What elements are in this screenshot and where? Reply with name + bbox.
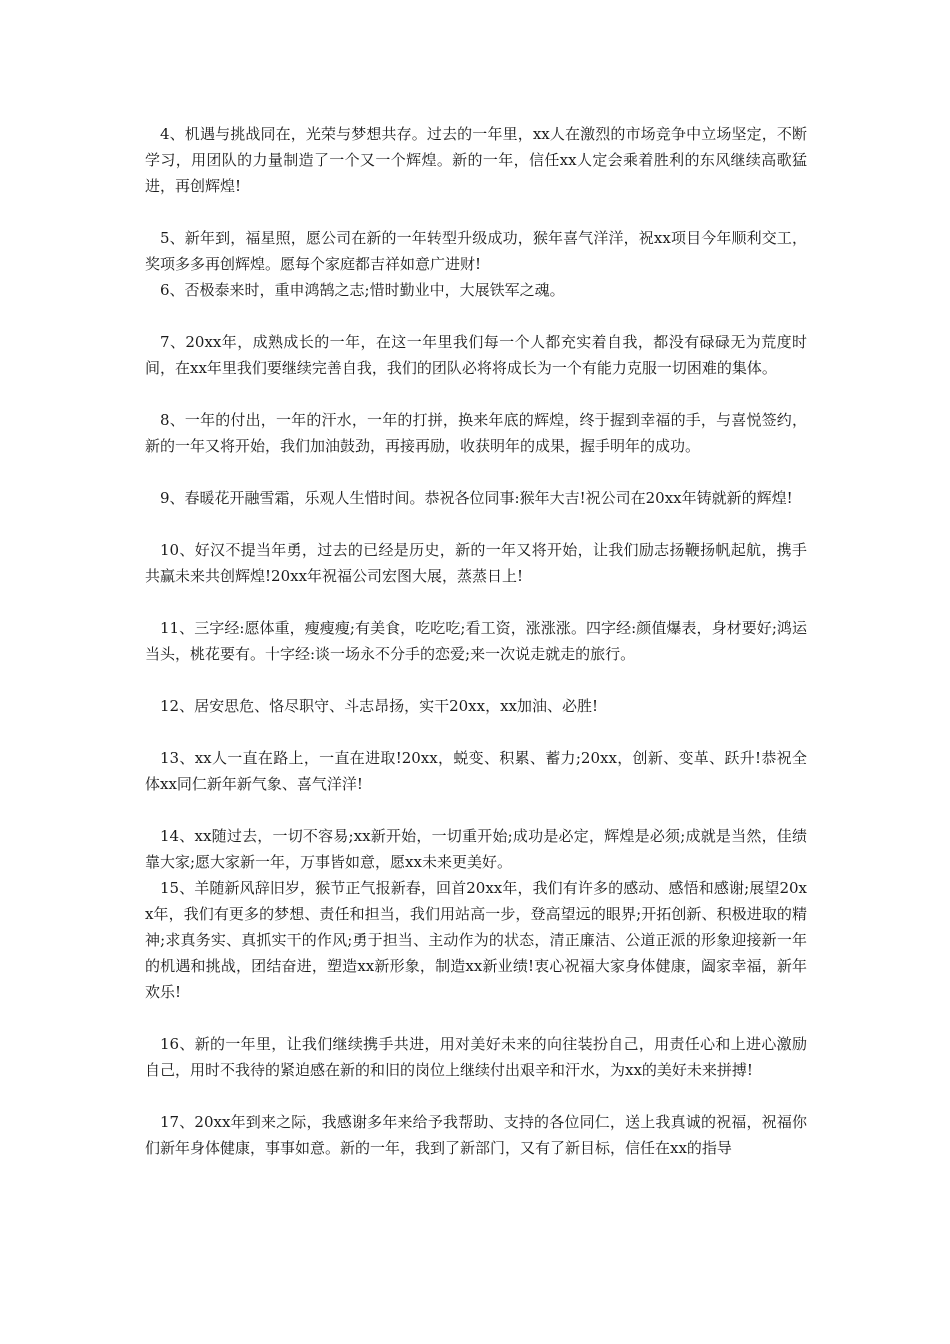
paragraph-spacer	[145, 459, 807, 485]
paragraph-9: 9、春暖花开融雪霜，乐观人生惜时间。恭祝各位同事:猴年大吉!祝公司在20xx年铸就新的辉煌!	[160, 489, 793, 507]
paragraph-spacer	[145, 1083, 807, 1109]
paragraph-14: 14、xx随过去，一切不容易;xx新开始，一切重开始;成功是必定，辉煌是必须;成就是当然，佳绩靠大家;愿大家新一年，万事皆如意，愿xx未来更美好。	[145, 827, 807, 871]
paragraph-spacer	[145, 797, 807, 823]
paragraph-spacer	[145, 199, 807, 225]
paragraph-spacer	[145, 719, 807, 745]
paragraph-6: 6、否极泰来时，重申鸿鹄之志;惜时勤业中，大展铁军之魂。	[160, 281, 565, 299]
paragraph-10: 10、好汉不提当年勇，过去的已经是历史，新的一年又将开始，让我们励志扬鞭扬帆起航，携手共赢未来共创辉煌!20xx年祝福公司宏图大展，蒸蒸日上!	[145, 541, 807, 585]
paragraph-5: 5、新年到，福星照，愿公司在新的一年转型升级成功，猴年喜气洋洋，祝xx项目今年顺利交工，奖项多多再创辉煌。愿每个家庭都吉祥如意广进财!	[145, 229, 807, 273]
paragraph-spacer	[145, 667, 807, 693]
paragraph-7: 7、20xx年，成熟成长的一年，在这一年里我们每一个人都充实着自我，都没有碌碌无为荒度时间，在xx年里我们要继续完善自我，我们的团队必将将成长为一个有能力克服一切困难的集体。	[145, 333, 807, 377]
paragraph-spacer	[145, 511, 807, 537]
document-body	[145, 121, 807, 1161]
paragraph-12: 12、居安思危、恪尽职守、斗志昂扬，实干20xx，xx加油、必胜!	[160, 697, 599, 715]
paragraph-4: 4、机遇与挑战同在，光荣与梦想共存。过去的一年里，xx人在激烈的市场竞争中立场坚定，不断学习，用团队的力量制造了一个又一个辉煌。新的一年，信任xx人定会乘着胜利的东风继续高歌猛进，再创辉煌!	[145, 125, 807, 195]
paragraph-13: 13、xx人一直在路上，一直在进取!20xx，蜕变、积累、蓄力;20xx，创新、变革、跃升!恭祝全体xx同仁新年新气象、喜气洋洋!	[145, 749, 807, 793]
paragraph-16: 16、新的一年里，让我们继续携手共进，用对美好未来的向往装扮自己，用责任心和上进心激励自己，用时不我待的紧迫感在新的和旧的岗位上继续付出艰辛和汗水，为xx的美好未来拼搏!	[145, 1035, 807, 1079]
paragraph-spacer	[145, 589, 807, 615]
paragraph-11: 11、三字经:愿体重，瘦瘦瘦;有美食，吃吃吃;看工资，涨涨涨。四字经:颜值爆表，身材要好;鸿运当头，桃花要有。十字经:谈一场永不分手的恋爱;来一次说走就走的旅行。	[145, 619, 807, 663]
paragraph-spacer	[145, 381, 807, 407]
paragraph-spacer	[145, 303, 807, 329]
paragraph-8: 8、一年的付出，一年的汗水，一年的打拼，换来年底的辉煌，终于握到幸福的手，与喜悦签约，新的一年又将开始，我们加油鼓劲，再接再励，收获明年的成果，握手明年的成功。	[145, 411, 807, 455]
paragraph-spacer	[145, 1005, 807, 1031]
paragraph-17: 17、20xx年到来之际，我感谢多年来给予我帮助、支持的各位同仁，送上我真诚的祝福，祝福你们新年身体健康，事事如意。新的一年，我到了新部门，又有了新目标，信任在xx的指导	[145, 1113, 807, 1157]
paragraph-15: 15、羊随新风辞旧岁，猴节正气报新春，回首20xx年，我们有许多的感动、感悟和感谢;展望20xx年，我们有更多的梦想、责任和担当，我们用站高一步，登高望远的眼界;开拓创新、积极进取的精神;求真务实、真抓实干的作风;勇于担当、主动作为的状态，清正廉洁、公道正派的形象迎接新一年的机遇和挑战，团结奋进，塑造xx新形象，制造xx新业绩!衷心祝福大家身体健康，阖家幸福，新年欢乐!	[145, 879, 807, 1001]
